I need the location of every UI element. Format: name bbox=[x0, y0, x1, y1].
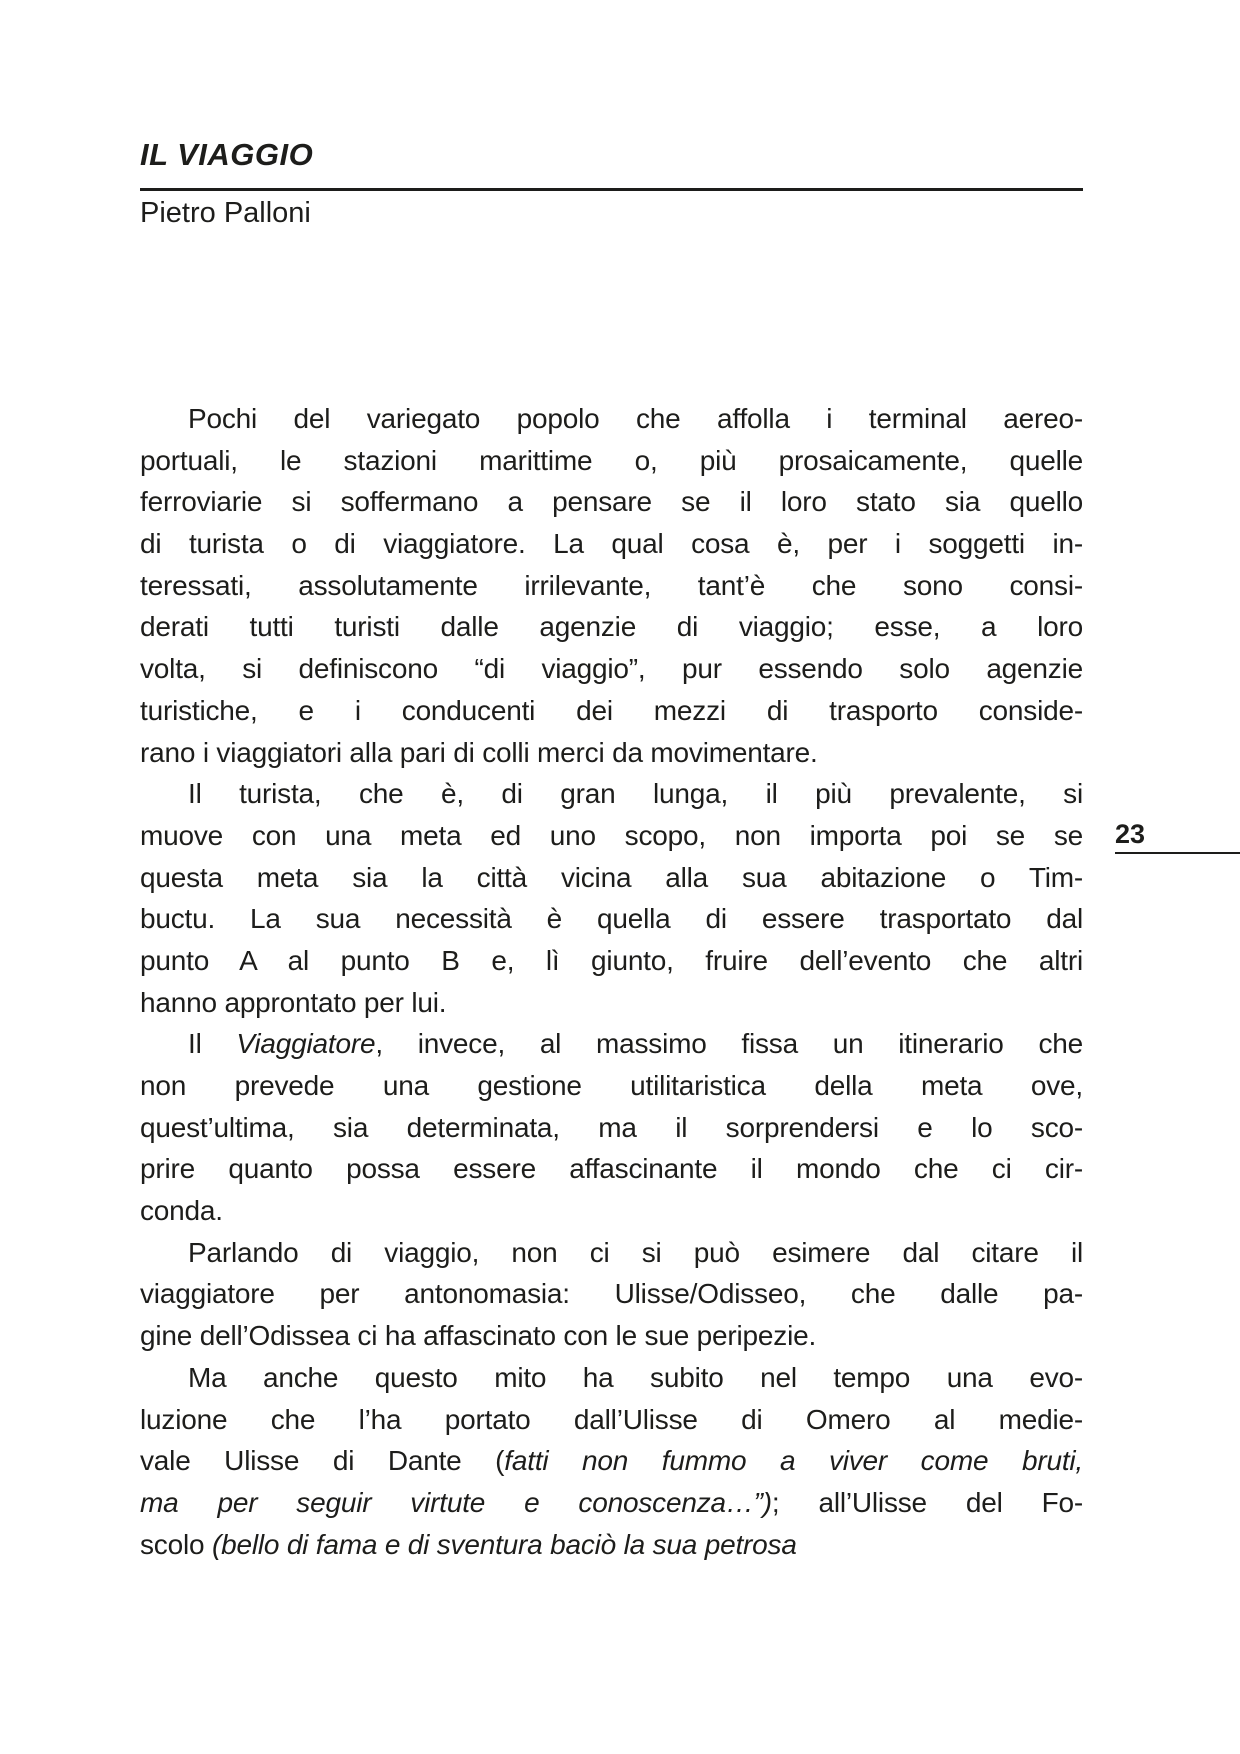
text-segment: di turista o di viaggiatore. La qual cosa è, per i soggetti in- bbox=[140, 528, 1083, 560]
text-line bbox=[140, 565, 1083, 607]
text-segment: viaggiatore per antonomasia: Ulisse/Odisseo, che dalle pa- bbox=[140, 1278, 1083, 1310]
text-line bbox=[140, 1357, 1083, 1399]
text-line bbox=[140, 1524, 1083, 1566]
text-segment: turistiche, e i conducenti dei mezzi di trasporto conside- bbox=[140, 694, 1083, 726]
text-segment: buctu. La sua necessità è quella di essere trasportato dal bbox=[140, 903, 1083, 935]
text-segment: volta, si definiscono “di viaggio”, pur essendo solo agenzie bbox=[140, 653, 1083, 685]
text-line bbox=[140, 1023, 1083, 1065]
text-line bbox=[140, 1315, 1083, 1357]
text-segment: Ma anche questo mito ha subito nel tempo una evo- bbox=[188, 1361, 1083, 1393]
author-name: Pietro Palloni bbox=[140, 197, 311, 229]
text-line bbox=[140, 898, 1083, 940]
text-segment: punto A al punto B e, lì giunto, fruire dell’evento che altri bbox=[140, 944, 1083, 976]
text-segment: ma per seguir virtute e conoscenza…”) bbox=[140, 1486, 772, 1518]
text-segment: ferroviarie si soffermano a pensare se il loro stato sia quello bbox=[140, 486, 1083, 518]
text-line bbox=[140, 1107, 1083, 1149]
text-segment: rano i viaggiatori alla pari di colli merci da movimentare. bbox=[140, 736, 818, 768]
text-segment: prire quanto possa essere affascinante il mondo che ci cir- bbox=[140, 1153, 1083, 1185]
text-segment: derati tutti turisti dalle agenzie di viaggio; esse, a loro bbox=[140, 611, 1083, 643]
text-segment: non prevede una gestione utilitaristica della meta ove, bbox=[140, 1070, 1083, 1101]
text-line bbox=[140, 440, 1083, 482]
text-segment: conda. bbox=[140, 1195, 223, 1227]
text-line bbox=[140, 690, 1083, 732]
text-line bbox=[140, 1190, 1083, 1232]
text-line bbox=[140, 732, 1083, 774]
text-segment: gine dell’Odissea ci ha affascinato con le sue peripezie. bbox=[140, 1320, 817, 1352]
text-line bbox=[140, 1232, 1083, 1274]
text-segment: Il bbox=[188, 1028, 237, 1060]
text-line bbox=[140, 1399, 1083, 1441]
text-segment: , invece, al massimo fissa un itinerario che bbox=[375, 1028, 1083, 1060]
text-line bbox=[140, 1440, 1083, 1482]
text-line bbox=[140, 606, 1083, 648]
text-segment: muove con una meta ed uno scopo, non importa poi se se bbox=[140, 819, 1083, 851]
text-line bbox=[140, 398, 1083, 440]
text-line bbox=[140, 773, 1083, 815]
text-line bbox=[140, 1482, 1083, 1524]
text-segment: hanno approntato per lui. bbox=[140, 986, 447, 1018]
text-line bbox=[140, 1065, 1083, 1107]
text-segment: Pochi del variegato popolo che affolla i terminal aereo- bbox=[188, 403, 1083, 434]
text-line bbox=[140, 1148, 1083, 1190]
text-line bbox=[140, 857, 1083, 899]
text-segment: questa meta sia la città vicina alla sua abitazione o Tim- bbox=[140, 861, 1083, 893]
text-segment: fatti non fummo a viver come bruti, bbox=[504, 1445, 1083, 1477]
body-text bbox=[140, 398, 1083, 1565]
text-line bbox=[140, 648, 1083, 690]
page-number: 23 bbox=[1115, 819, 1146, 849]
text-segment: teressati, assolutamente irrilevante, tant’è che sono consi- bbox=[140, 569, 1083, 601]
text-segment: (bello di fama e di sventura baciò la sua petrosa bbox=[211, 1528, 797, 1560]
text-segment: vale Ulisse di Dante ( bbox=[140, 1445, 505, 1477]
text-segment: quest’ultima, sia determinata, ma il sorprendersi e lo sco- bbox=[140, 1111, 1083, 1143]
text-line bbox=[140, 940, 1083, 982]
header-rule bbox=[140, 188, 1083, 191]
text-line bbox=[140, 1273, 1083, 1315]
chapter-title: IL VIAGGIO bbox=[140, 137, 314, 172]
page-header bbox=[140, 138, 1083, 172]
text-segment: Parlando di viaggio, non ci si può esimere dal citare il bbox=[188, 1236, 1083, 1268]
text-line bbox=[140, 982, 1083, 1024]
text-segment: Viaggiatore bbox=[236, 1028, 376, 1060]
text-segment: scolo bbox=[140, 1528, 212, 1560]
text-segment: portuali, le stazioni marittime o, più prosaicamente, quelle bbox=[140, 444, 1083, 476]
text-segment: ; all’Ulisse del Fo- bbox=[771, 1486, 1084, 1518]
page-number-rule bbox=[1115, 852, 1240, 854]
text-segment: Il turista, che è, di gran lunga, il più prevalente, si bbox=[188, 778, 1083, 810]
text-line bbox=[140, 523, 1083, 565]
text-line bbox=[140, 481, 1083, 523]
text-line bbox=[140, 815, 1083, 857]
text-segment: luzione che l’ha portato dall’Ulisse di Omero al medie- bbox=[140, 1403, 1083, 1435]
